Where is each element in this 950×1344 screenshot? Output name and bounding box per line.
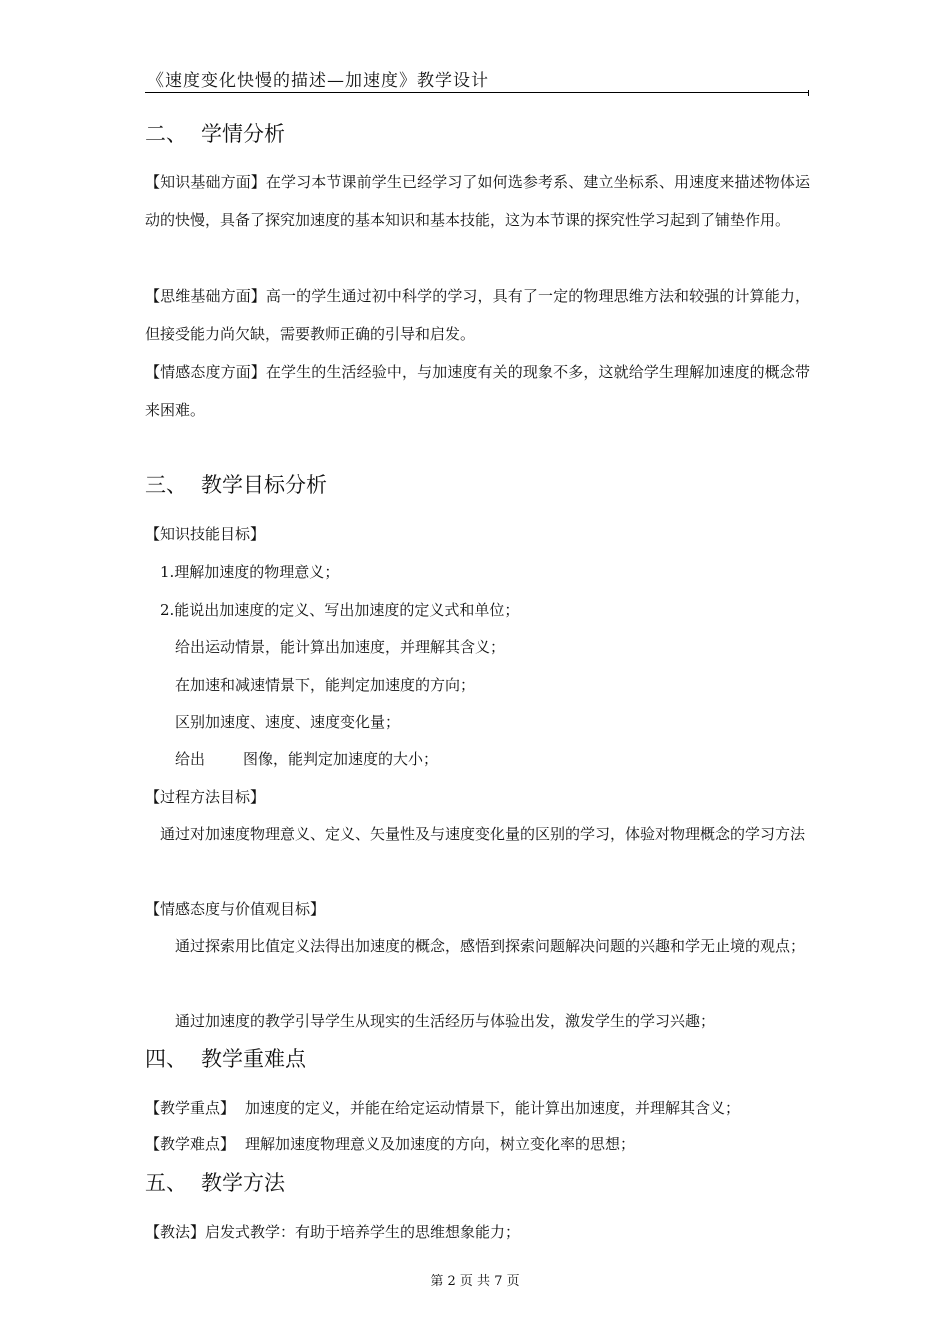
process-goal-label: 【过程方法目标】: [145, 788, 266, 806]
teaching-difficulty-label: 【教学难点】: [145, 1135, 236, 1153]
teaching-key-point: [145, 1097, 740, 1118]
section-heading-3: [145, 469, 327, 499]
teaching-difficulty: [145, 1133, 635, 1154]
section-title: 学情分析: [201, 122, 285, 146]
section-heading-4: [145, 1043, 306, 1073]
knowledge-goal-2: 2.能说出加速度的定义、写出加速度的定义式和单位；: [160, 601, 520, 619]
knowledge-goal-3: 给出运动情景，能计算出加速度，并理解其含义；: [175, 638, 506, 656]
page-footer: 第 2 页 共 7 页: [430, 1274, 520, 1289]
section-number: 三、: [145, 473, 187, 497]
emotion-goal-2: 通过加速度的教学引导学生从现实的生活经历与体验出发，激发学生的学习兴趣；: [175, 1012, 716, 1030]
paragraph-knowledge-basis: 【知识基础方面】在学习本节课前学生已经学习了如何选参考系、建立坐标系、用速度来描述物体运动的快慢，具备了探究加速度的基本知识和基本技能，这为本节课的探究性学习起到了铺垫作用。: [145, 173, 810, 229]
knowledge-goal-6: [175, 748, 438, 769]
teaching-key-label: 【教学重点】: [145, 1099, 236, 1117]
paragraph-thinking-basis: 【思维基础方面】高一的学生通过初中科学的学习，具有了一定的物理思维方法和较强的计算能力，但接受能力尚欠缺，需要教师正确的引导和启发。: [145, 287, 810, 343]
teaching-method: [145, 1221, 520, 1242]
section-title: 教学目标分析: [201, 473, 327, 497]
teaching-key-text: 加速度的定义，并能在给定运动情景下，能计算出加速度，并理解其含义；: [245, 1099, 741, 1117]
page-header: [145, 64, 809, 93]
section-heading-5: [145, 1167, 285, 1197]
section-number: 四、: [145, 1047, 187, 1071]
section-number: 五、: [145, 1171, 187, 1195]
section-number: 二、: [145, 122, 187, 146]
knowledge-goal-6-start: 给出: [175, 750, 206, 768]
header-rule-tick: [808, 90, 809, 96]
knowledge-goal-label: 【知识技能目标】: [145, 525, 266, 543]
emotion-goal-label: 【情感态度与价值观目标】: [145, 900, 326, 918]
section-title: 教学重难点: [201, 1047, 306, 1071]
section-heading-2: [145, 118, 285, 148]
knowledge-goal-6-end: 图像，能判定加速度的大小；: [243, 750, 439, 768]
teaching-method-text: 启发式教学：有助于培养学生的思维想象能力；: [205, 1223, 521, 1241]
section-title: 教学方法: [201, 1171, 285, 1195]
knowledge-goal-1: 1.理解加速度的物理意义；: [160, 563, 340, 581]
knowledge-goal-5: 区别加速度、速度、速度变化量；: [175, 713, 401, 731]
process-goal-text: 通过对加速度物理意义、定义、矢量性及与速度变化量的区别的学习，体验对物理概念的学习方法: [160, 825, 806, 843]
teaching-method-label: 【教法】: [145, 1223, 206, 1241]
emotion-goal-1: 通过探索用比值定义法得出加速度的概念，感悟到探索问题解决问题的兴趣和学无止境的观点；: [175, 937, 806, 955]
document-title: 《速度变化快慢的描述—加速度》教学设计: [147, 71, 489, 91]
teaching-difficulty-text: 理解加速度物理意义及加速度的方向，树立变化率的思想；: [245, 1135, 636, 1153]
paragraph-emotion-attitude: 【情感态度方面】在学生的生活经验中，与加速度有关的现象不多，这就给学生理解加速度的概念带来困难。: [145, 363, 810, 419]
knowledge-goal-4: 在加速和减速情景下，能判定加速度的方向；: [175, 676, 476, 694]
